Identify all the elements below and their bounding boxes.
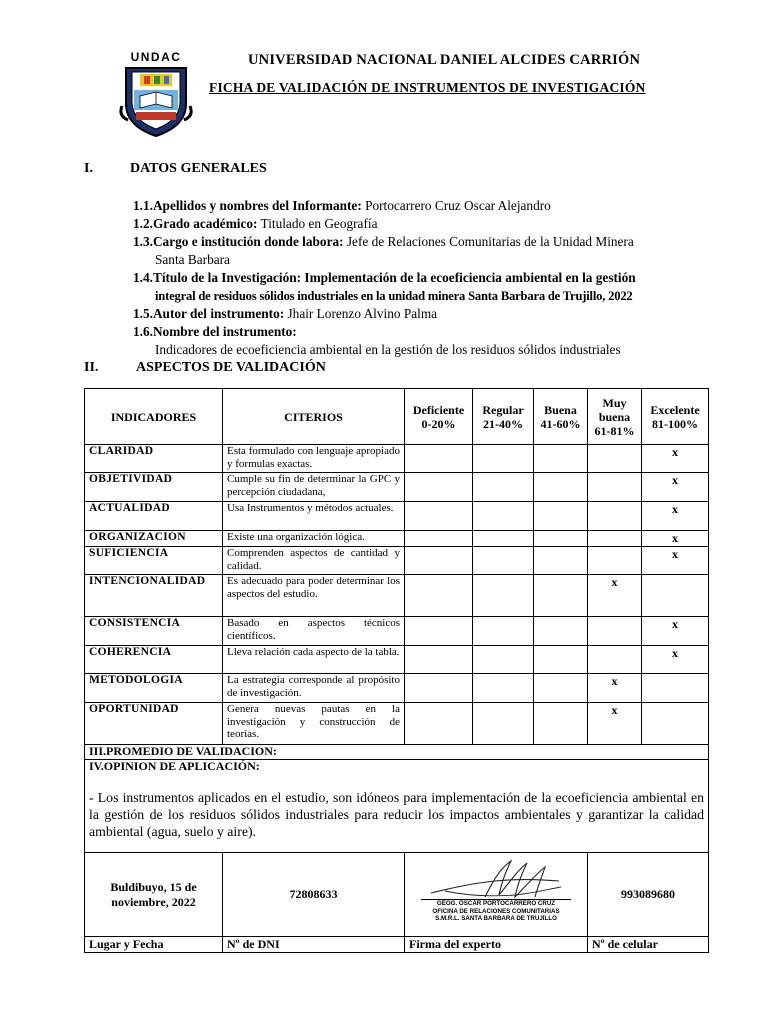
indicator-cell: METODOLOGIA xyxy=(85,674,223,703)
opinion-row xyxy=(85,760,709,853)
criterion-cell: Esta formulado con lenguaje apropiado y formulas exactas. xyxy=(223,445,405,473)
indicator-cell: OBJETIVIDAD xyxy=(85,473,223,502)
stamp-office: OFICINA DE RELACIONES COMUNITARIAS xyxy=(432,907,560,915)
criterion-cell: Usa Instrumentos y métodos actuales. xyxy=(223,502,405,531)
table-row xyxy=(85,473,709,502)
section-number: II. xyxy=(84,360,99,375)
signature-table xyxy=(84,852,709,953)
list-item: 1.4.Título de la Investigación: Implementación de la ecoeficiencia ambiental en la gestión xyxy=(133,270,636,285)
list-item-continuation: Indicadores de ecoeficiencia ambiental en la gestión de los residuos sólidos industriales xyxy=(155,342,621,357)
mark-cell: x xyxy=(588,703,642,745)
general-data-list xyxy=(133,197,713,359)
list-item-continuation: Santa Barbara xyxy=(155,252,230,267)
criterion-cell: Existe una organización lógica. xyxy=(223,531,405,547)
indicator-cell: OPORTUNIDAD xyxy=(85,703,223,745)
table-row xyxy=(85,502,709,531)
header-indicadores: INDICADORES xyxy=(85,389,223,445)
university-name: UNIVERSIDAD NACIONAL DANIEL ALCIDES CARRIÓN xyxy=(248,52,641,68)
section-number: I. xyxy=(84,161,93,176)
list-item: 1.6.Nombre del instrumento: xyxy=(133,324,297,339)
mark-cell: x xyxy=(642,646,709,674)
section-title: ASPECTOS DE VALIDACIÓN xyxy=(136,360,326,375)
indicator-cell: SUFICIENCIA xyxy=(85,547,223,575)
opinion-cell xyxy=(85,760,709,853)
undac-logo-icon xyxy=(118,46,194,138)
table-row xyxy=(85,617,709,646)
logo-text: UNDAC xyxy=(130,50,182,64)
table-row xyxy=(85,531,709,547)
phone-value: 993089680 xyxy=(588,853,709,937)
indicator-cell: CLARIDAD xyxy=(85,445,223,473)
criterion-cell: Comprenden aspectos de cantidad y calidad. xyxy=(223,547,405,575)
opinion-text: - Los instrumentos aplicados en el estudio, son idóneos para implementación de la ecoeficiencia ambiental en la gestión de los residuos sólidos industriales para reducir los impactos ambientales y garantizar la calidad ambiental (agua, suelo y aire). xyxy=(89,790,704,839)
mark-cell: x xyxy=(642,531,709,547)
place-date-value: Buldibuyo, 15 de noviembre, 2022 xyxy=(85,853,223,937)
mark-cell: x xyxy=(642,547,709,575)
section-1-heading xyxy=(84,161,267,177)
header-buena: Buena 41-60% xyxy=(534,389,588,445)
stamp-company: S.M.R.L. SANTA BARBARA DE TRUJILLO xyxy=(435,915,557,922)
mark-cell: x xyxy=(642,617,709,646)
signature-cell xyxy=(405,853,588,937)
header-deficiente: Deficiente 0-20% xyxy=(405,389,473,445)
indicator-cell: ACTUALIDAD xyxy=(85,502,223,531)
mark-cell: x xyxy=(588,674,642,703)
dni-value: 72808633 xyxy=(223,853,405,937)
list-item: 1.2.Grado académico: Titulado en Geografía xyxy=(133,216,378,231)
criterion-cell: Basado en aspectos técnicos científicos. xyxy=(223,617,405,646)
section-title: DATOS GENERALES xyxy=(130,161,267,176)
table-row xyxy=(85,646,709,674)
opinion-title: IV.OPINION DE APLICACIÓN: xyxy=(89,759,260,773)
criterion-cell: La estrategia corresponde al propósito de investigación. xyxy=(223,674,405,703)
table-row xyxy=(85,703,709,745)
mark-cell: x xyxy=(588,575,642,617)
place-date-label: Lugar y Fecha xyxy=(85,937,223,953)
list-item: 1.1.Apellidos y nombres del Informante: Portocarrero Cruz Oscar Alejandro xyxy=(133,198,551,213)
promedio-label: III.PROMEDIO DE VALIDACION: xyxy=(85,745,709,760)
section-2-heading xyxy=(84,360,326,376)
table-row xyxy=(85,674,709,703)
promedio-row xyxy=(85,745,709,760)
phone-label: Nº de celular xyxy=(588,937,709,953)
header-excelente: Excelente 81-100% xyxy=(642,389,709,445)
header-criterios: CITERIOS xyxy=(223,389,405,445)
list-item-continuation: integral de residuos sólidos industriales en la unidad minera Santa Barbara de Trujillo, 2022 xyxy=(155,289,633,303)
header-muy-buena: Muy buena 61-81% xyxy=(588,389,642,445)
table-row xyxy=(85,445,709,473)
table-row xyxy=(85,547,709,575)
indicator-cell: COHERENCIA xyxy=(85,646,223,674)
stamp-name: GEOG. OSCAR PORTOCARRERO CRUZ xyxy=(436,900,556,907)
criterion-cell: Genera nuevas pautas en la investigación y construcción de teorías. xyxy=(223,703,405,745)
dni-label: Nº de DNI xyxy=(223,937,405,953)
expert-stamp xyxy=(405,899,587,923)
criterion-cell: Es adecuado para poder determinar los aspectos del estudio. xyxy=(223,575,405,617)
criterion-cell: Cumple su fin de determinar la GPC y percepción ciudadana, xyxy=(223,473,405,502)
validation-table xyxy=(84,388,709,853)
mark-cell: x xyxy=(642,445,709,473)
header-regular: Regular 21-40% xyxy=(473,389,534,445)
mark-cell: x xyxy=(642,502,709,531)
handwritten-signature-icon xyxy=(425,857,565,903)
signature-values-row xyxy=(85,853,709,937)
criterion-cell: Lleva relación cada aspecto de la tabla. xyxy=(223,646,405,674)
signature-labels-row xyxy=(85,937,709,953)
indicator-cell: ORGANIZACIÓN xyxy=(85,531,223,547)
list-item: 1.5.Autor del instrumento: Jhair Lorenzo Alvino Palma xyxy=(133,306,438,321)
signature-label: Firma del experto xyxy=(405,937,588,953)
indicator-cell: CONSISTENCIA xyxy=(85,617,223,646)
table-header-row xyxy=(85,389,709,445)
table-row xyxy=(85,575,709,617)
list-item: 1.3.Cargo e institución donde labora: Jefe de Relaciones Comunitarias de la Unidad Minera xyxy=(133,234,634,249)
mark-cell: x xyxy=(642,473,709,502)
form-title: FICHA DE VALIDACIÓN DE INSTRUMENTOS DE INVESTIGACIÓN xyxy=(209,80,646,95)
indicator-cell: INTENCIONALIDAD xyxy=(85,575,223,617)
